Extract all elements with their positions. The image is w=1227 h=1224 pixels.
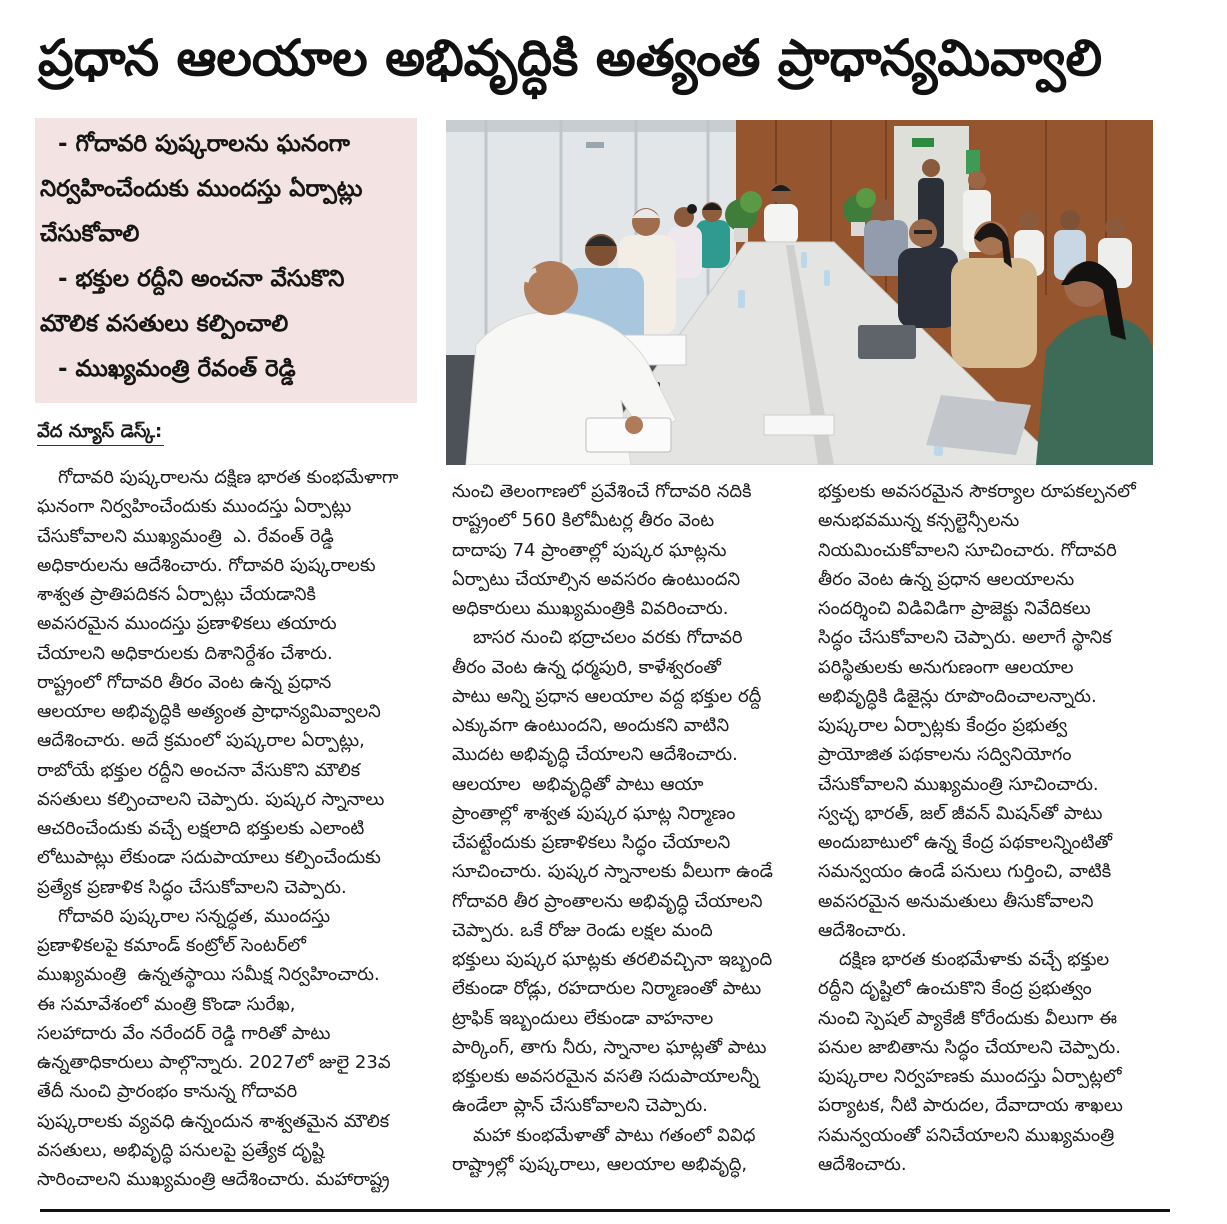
body-text-line: తీరం వెంట ఉన్న ప్రధాన ఆలయాలను: [818, 568, 1075, 590]
body-text-line: సందర్శించి విడివిడిగా ప్రాజెక్టు నివేదికలు: [818, 598, 1091, 619]
body-text-line: దక్షిణ భారత కుంభమేళాకు వచ్చే భక్తుల: [839, 949, 1110, 970]
notice-board: [966, 150, 980, 174]
highlight-line: - భక్తుల రద్దీని అంచనా వేసుకొని: [58, 266, 345, 292]
meeting-photo: [446, 120, 1153, 465]
body-text-line: మొదట అభివృద్ధి చేయాలని ఆదేశించారు.: [452, 744, 738, 766]
body-text-line: ఈ సమావేశంలో మంత్రి కొండా సురేఖ,: [37, 993, 296, 1015]
body-text-line: ఎక్కువగా ఉంటుందని, అందుకని వాటిని: [452, 715, 730, 736]
body-text-line: ఆదేశించారు.: [818, 1153, 907, 1175]
body-text-line: రాబోయే భక్తుల రద్దీని అంచనా వేసుకొని మౌలిక: [37, 759, 361, 781]
body-text-line: నియమించుకోవాలని సూచించారు. గోదావరి: [818, 539, 1117, 561]
body-text-line: స్వచ్ఛ భారత్, జల్ జీవన్ మిషన్‌తో పాటు: [818, 802, 1103, 824]
body-text-line: లేకుండా రోడ్లు, రహదారుల నిర్మాణంతో పాటు: [452, 978, 762, 1000]
highlight-box: [35, 118, 417, 403]
body-text-line: రద్దీని దృష్టిలో ఉంచుకొని కేంద్ర ప్రభుత్వం: [818, 978, 1092, 1000]
body-text-line: నుంచి స్పెషల్ ప్యాకేజీ కోరేందుకు వీలుగా ఈ: [818, 1007, 1118, 1029]
body-text-line: అందుబాటులో ఉన్న కేంద్ర పథకాలన్నింటితో: [818, 832, 1113, 853]
highlight-line: - ముఖ్యమంత్రి రేవంత్ రెడ్డి: [58, 356, 296, 382]
body-text-line: భక్తులకు అవసరమైన సౌకర్యాల రూపకల్పనలో: [818, 481, 1136, 502]
body-text-line: చేయాలని అధికారులకు దిశానిర్దేశం చేశారు.: [37, 642, 333, 664]
body-text-line: ఏర్పాటు చేయాల్సిన అవసరం ఉంటుందని: [452, 568, 741, 590]
body-text-line: ఉండేలా ప్లాన్ చేసుకోవాలని చెప్పారు.: [452, 1095, 708, 1117]
article-column-2: [452, 477, 792, 1179]
body-text-line: ఉన్నతాధికారులు పాల్గొన్నారు. 2027లో జులై 23వ: [37, 1052, 391, 1073]
body-text-line: నుంచి తెలంగాణలో ప్రవేశించే గోదావరి నదికి: [452, 481, 752, 502]
body-text-line: అధికారులు ముఖ్యమంత్రికి వివరించారు.: [452, 598, 729, 619]
body-text-line: భక్తులు పుష్కర ఘాట్లకు తరలివచ్చినా ఇబ్బంది: [452, 949, 773, 970]
body-text-line: తేదీ నుంచి ప్రారంభం కానున్న గోదావరి: [37, 1081, 298, 1103]
body-text-line: పుష్కరాల ఏర్పాట్లకు కేంద్రం ప్రభుత్వ: [818, 715, 1068, 736]
body-text-line: చేసుకోవాలని ముఖ్యమంత్రి సూచించారు.: [818, 773, 1099, 795]
body-text-line: రాష్ట్రాల్లో పుష్కరాలు, ఆలయాల అభివృద్ధి,: [452, 1153, 748, 1175]
body-text-line: తీరం వెంట ఉన్న ధర్మపురి, కాళేశ్వరంతో: [452, 656, 721, 678]
highlight-line: చేసుకోవాలి: [40, 221, 140, 247]
name-plate: [764, 415, 834, 435]
body-text-line: దాదాపు 74 ప్రాంతాల్లో పుష్కర ఘాట్లను: [452, 539, 727, 561]
body-text-line: ట్రాఫిక్ ఇబ్బందులు లేకుండా వాహనాల: [452, 1007, 714, 1029]
body-text-line: వసతులు కల్పించాలని చెప్పారు. పుష్కర స్నానాలు: [37, 788, 385, 810]
highlight-line: మౌలిక వసతులు కల్పించాలి: [40, 311, 289, 337]
body-text-line: ముఖ్యమంత్రి ఉన్నతస్థాయి సమీక్ష నిర్వహించారు.: [37, 964, 380, 986]
laptop: [926, 395, 1031, 455]
body-text-line: ప్రణాళికలపై కమాండ్ కంట్రోల్ సెంటర్‌లో: [37, 935, 306, 956]
body-text-line: పుష్కరాలకు వ్యవధి ఉన్నందున శాశ్వతమైన మౌలిక: [37, 1110, 390, 1132]
body-text-line: ఘనంగా నిర్వహించేందుకు ముందస్తు ఏర్పాట్లు: [37, 496, 352, 518]
body-text-line: ఆలయాల అభివృద్ధితో పాటు ఆయా: [452, 773, 704, 795]
body-text-line: సలహాదారు వేం నరేందర్ రెడ్డి గారితో పాటు: [37, 1022, 331, 1044]
body-text-line: చెప్పారు. ఒకే రోజు రెండు లక్షల మంది: [452, 919, 713, 941]
body-text-line: పాటు అన్ని ప్రధాన ఆలయాల వద్ద భక్తుల రద్దీ: [452, 685, 762, 707]
body-text-line: గోదావరి తీర ప్రాంతాలను అభివృద్ధి చేయాలని: [452, 890, 763, 912]
body-text-line: మహా కుంభమేళాతో పాటు గతంలో వివిధ: [473, 1124, 756, 1146]
body-text-line: ఆదేశించారు.: [818, 919, 907, 941]
body-text-line: ఆచరించేందుకు వచ్చే లక్షలాది భక్తులకు ఎలాంటి: [37, 818, 365, 839]
highlight-line: నిర్వహించేందుకు ముందస్తు ఏర్పాట్లు: [40, 176, 363, 202]
body-text-line: సారించాలని ముఖ్యమంత్రి ఆదేశించారు. మహారాష్ట్ర: [37, 1169, 390, 1190]
body-text-line: సమన్వయంతో పనిచేయాలని ముఖ్యమంత్రి: [818, 1124, 1115, 1146]
body-text-line: పుష్కరాల నిర్వహణకు ముందస్తు ఏర్పాట్లలో: [818, 1066, 1122, 1087]
article-column-3: [818, 477, 1153, 1179]
body-text-line: గోదావరి పుష్కరాల సన్నద్ధత, ముందస్తు: [58, 905, 331, 927]
body-text-line: చేపట్టేందుకు ప్రణాళికలు సిద్ధం చేయాలని: [452, 832, 731, 853]
bottom-rule: [40, 1209, 1170, 1212]
body-text-line: వసతులు, అభివృద్ధి పనులపై ప్రత్యేక దృష్టి: [37, 1139, 325, 1161]
body-text-line: పనుల జాబితాను సిద్ధం చేయాలని చెప్పారు.: [818, 1036, 1121, 1058]
article-column-1: [37, 463, 417, 1194]
laptop: [858, 325, 916, 359]
body-text-line: రాష్ట్రంలో 560 కిలోమీటర్ల తీరం వెంట: [452, 510, 715, 532]
headline: ప్రధాన ఆలయాల అభివృద్ధికి అత్యంత ప్రాధాన్యమివ్వాలి: [38, 29, 1103, 87]
body-text-line: లోటుపాట్లు లేకుండా సదుపాయాలు కల్పించేందుకు: [37, 847, 381, 869]
body-text-line: పర్యాటక, నీటి పారుదల, దేవాదాయ శాఖలు: [818, 1095, 1123, 1117]
body-text-line: అవసరమైన అనుమతులు తీసుకోవాలని: [818, 890, 1094, 912]
body-text-line: ప్రత్యేక ప్రణాళిక సిద్ధం చేసుకోవాలని చెప్పారు.: [37, 876, 347, 898]
body-text-line: పార్కింగ్, తాగు నీరు, స్నానాల ఘాట్లతో పాటు: [452, 1036, 767, 1058]
body-text-line: పరిస్థితులకు అనుగుణంగా ఆలయాల: [818, 656, 1074, 678]
body-text-line: భక్తులకు అవసరమైన వసతి సదుపాయాలన్నీ: [452, 1066, 759, 1087]
body-text-line: సమన్వయం ఉండే పనులు గుర్తించి, వాటికి: [818, 861, 1112, 883]
body-text-line: అనుభవమున్న కన్సల్టెన్సీలను: [818, 510, 1020, 532]
body-text-line: అభివృద్ధికి డిజైన్లు రూపొందించాలన్నారు.: [818, 685, 1097, 707]
body-text-line: అవసరమైన ముందస్తు ప్రణాళికలు తయారు: [37, 613, 337, 635]
exit-sign: [912, 138, 934, 147]
body-text-line: సూచించారు. పుష్కర స్నానాలకు వీలుగా ఉండే: [452, 861, 773, 883]
body-text-line: ప్రాయోజిత పథకాలను సద్వినియోగం: [818, 744, 1072, 766]
body-text-line: రాష్ట్రంలో గోదావరి తీరం వెంట ఉన్న ప్రధాన: [37, 671, 332, 693]
body-text-line: ఆదేశించారు. అదే క్రమంలో పుష్కరాల ఏర్పాట్లు,: [37, 730, 365, 752]
body-text-line: అధికారులను ఆదేశించారు. గోదావరి పుష్కరాలకు: [37, 554, 376, 576]
body-text-line: చేసుకోవాలని ముఖ్యమంత్రి ఎ. రేవంత్ రెడ్డి: [37, 525, 334, 547]
body-text-line: బాసర నుంచి భద్రాచలం వరకు గోదావరి: [473, 627, 743, 649]
highlight-line: - గోదావరి పుష్కరాలను ఘనంగా: [58, 131, 350, 157]
body-text-line: ప్రాంతాల్లో శాశ్వత పుష్కర ఘాట్ల నిర్మాణం: [452, 802, 736, 824]
body-text-line: గోదావరి పుష్కరాలను దక్షిణ భారత కుంభమేళాగా: [58, 467, 399, 488]
body-text-line: సిద్ధం చేసుకోవాలని చెప్పారు. అలాగే స్థానిక: [818, 627, 1112, 649]
body-text-line: ఆలయాల అభివృద్ధికి అత్యంత ప్రాధాన్యమివ్వాలని: [37, 701, 381, 722]
byline: వేద న్యూస్ డెస్క్:: [37, 419, 164, 446]
body-text-line: శాశ్వత ప్రాతిపదికన ఏర్పాట్లు చేయడానికి: [37, 584, 316, 605]
